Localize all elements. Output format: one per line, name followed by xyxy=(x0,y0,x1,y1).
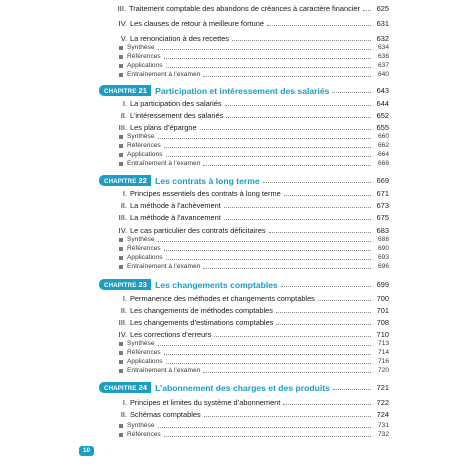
toc-section-entry[interactable] xyxy=(116,305,389,316)
leader-dots xyxy=(203,76,371,77)
page-ref: 636 xyxy=(377,53,389,60)
page-ref: 699 xyxy=(376,280,389,289)
section-title: Traitement comptable des abandons de créances à caractère financier xyxy=(128,4,360,13)
leader-dots xyxy=(158,49,372,50)
page-number-badge: 10 xyxy=(79,446,94,456)
chapter-number: 23 xyxy=(138,280,148,289)
leader-dots xyxy=(203,372,371,373)
subentry-title: Synthèse xyxy=(127,340,155,347)
chapter-title: L’abonnement des charges et des produits xyxy=(155,382,330,393)
toc-section-entry[interactable] xyxy=(116,110,389,121)
page-ref: 644 xyxy=(376,99,389,108)
leader-dots xyxy=(276,324,371,325)
toc-section-entry[interactable] xyxy=(116,188,389,199)
leader-dots xyxy=(166,156,371,157)
subentry-title: Applications xyxy=(127,254,163,261)
page-ref: 714 xyxy=(377,349,389,356)
square-bullet-icon xyxy=(119,351,123,355)
chapter-badge xyxy=(99,279,151,290)
square-bullet-icon xyxy=(119,55,123,59)
section-numeral: V. xyxy=(120,34,127,43)
subentry-title: Applications xyxy=(127,62,163,69)
chapter-badge xyxy=(99,175,151,186)
chapter-label: CHAPITRE xyxy=(104,282,137,289)
square-bullet-icon xyxy=(119,265,123,269)
leader-dots xyxy=(263,182,371,183)
chapter-badge xyxy=(99,382,151,393)
subentry-title: Références xyxy=(127,142,161,149)
page-ref: 724 xyxy=(376,410,389,419)
page-ref: 655 xyxy=(376,123,389,132)
page-ref: 625 xyxy=(376,4,389,13)
leader-dots xyxy=(283,404,371,405)
leader-dots xyxy=(204,416,371,417)
subentry-title: Applications xyxy=(127,151,163,158)
square-bullet-icon xyxy=(119,342,123,346)
section-title: Les changements d’estimations comptables xyxy=(130,318,274,327)
square-bullet-icon xyxy=(119,238,123,242)
subentry-title: Références xyxy=(127,431,161,438)
section-numeral: IV. xyxy=(118,226,127,235)
page-ref: 688 xyxy=(377,236,389,243)
square-bullet-icon xyxy=(119,46,123,50)
section-title: La méthode à l’avancement xyxy=(130,213,221,222)
toc-section-entry[interactable] xyxy=(116,317,389,328)
toc-subentry[interactable] xyxy=(119,69,389,80)
page-ref: 696 xyxy=(377,263,389,270)
chapter-title: Les contrats à long terme xyxy=(155,175,260,186)
toc-subentry[interactable] xyxy=(119,365,389,376)
leader-dots xyxy=(226,117,371,118)
page-ref: 713 xyxy=(377,340,389,347)
subentry-title: Références xyxy=(127,245,161,252)
chapter-title: Participation et intéressement des salariés xyxy=(155,85,330,96)
section-numeral: III. xyxy=(118,213,127,222)
section-numeral: III. xyxy=(117,4,126,13)
leader-dots xyxy=(164,58,371,59)
square-bullet-icon xyxy=(119,247,123,251)
square-bullet-icon xyxy=(119,433,123,437)
leader-dots xyxy=(200,129,371,130)
page-ref: 669 xyxy=(376,176,389,185)
leader-dots xyxy=(224,207,371,208)
page-ref: 652 xyxy=(376,111,389,120)
section-title: Les changements de méthodes comptables xyxy=(130,306,273,315)
chapter-label: CHAPITRE xyxy=(104,88,137,95)
square-bullet-icon xyxy=(119,144,123,148)
leader-dots xyxy=(214,336,371,337)
page-ref: 708 xyxy=(376,318,389,327)
leader-dots xyxy=(164,250,371,251)
leader-dots xyxy=(158,345,372,346)
leader-dots xyxy=(164,436,371,437)
leader-dots xyxy=(166,363,371,364)
subentry-title: Synthèse xyxy=(127,236,155,243)
page-ref: 662 xyxy=(377,142,389,149)
page-ref: 720 xyxy=(377,367,389,374)
section-title: Schémas comptables xyxy=(130,410,201,419)
leader-dots xyxy=(224,219,371,220)
square-bullet-icon xyxy=(119,360,123,364)
section-title: La participation des salariés xyxy=(130,99,222,108)
page-ref: 693 xyxy=(377,254,389,261)
subentry-title: Entraînement à l’examen xyxy=(127,367,201,374)
subentry-title: Entraînement à l’examen xyxy=(127,71,201,78)
page-ref: 673 xyxy=(376,201,389,210)
page-ref: 700 xyxy=(376,294,389,303)
leader-dots xyxy=(166,67,371,68)
page-ref: 637 xyxy=(377,62,389,69)
square-bullet-icon xyxy=(119,153,123,157)
leader-dots xyxy=(333,389,371,390)
section-title: Les clauses de retour à meilleure fortune xyxy=(130,19,264,28)
toc-subentry[interactable] xyxy=(119,429,389,440)
subentry-title: Références xyxy=(127,53,161,60)
page-ref: 722 xyxy=(376,398,389,407)
section-title: Les plans d’épargne xyxy=(130,123,197,132)
section-numeral: III. xyxy=(118,123,127,132)
toc-subentry[interactable] xyxy=(119,158,389,169)
leader-dots xyxy=(269,232,371,233)
section-title: L’intéressement des salariés xyxy=(130,111,224,120)
toc-section-entry[interactable] xyxy=(116,3,389,14)
toc-section-entry[interactable] xyxy=(116,409,389,420)
leader-dots xyxy=(284,195,371,196)
chapter-number: 24 xyxy=(138,383,148,392)
section-title: Permanence des méthodes et changements comptables xyxy=(130,294,315,303)
chapter-badge xyxy=(99,85,151,96)
square-bullet-icon xyxy=(119,256,123,260)
section-numeral: I. xyxy=(122,189,127,198)
leader-dots xyxy=(164,354,371,355)
subentry-title: Synthèse xyxy=(127,133,155,140)
square-bullet-icon xyxy=(119,135,123,139)
page-ref: 683 xyxy=(376,226,389,235)
section-title: Principes essentiels des contrats à long terme xyxy=(130,189,281,198)
subentry-title: Références xyxy=(127,349,161,356)
leader-dots xyxy=(232,40,371,41)
page-ref: 701 xyxy=(376,306,389,315)
subentry-title: Synthèse xyxy=(127,422,155,429)
page-ref: 643 xyxy=(376,86,389,95)
section-title: La méthode à l’achèvement xyxy=(130,201,221,210)
leader-dots xyxy=(276,312,371,313)
subentry-title: Synthèse xyxy=(127,44,155,51)
leader-dots xyxy=(158,138,372,139)
toc-section-entry[interactable] xyxy=(116,98,389,109)
page-ref: 710 xyxy=(376,330,389,339)
section-numeral: II. xyxy=(120,201,127,210)
leader-dots xyxy=(363,10,371,11)
section-title: Principes et limites du système d’abonnement xyxy=(130,398,281,407)
chapter-heading[interactable] xyxy=(99,84,389,97)
leader-dots xyxy=(203,268,371,269)
page-ref: 631 xyxy=(376,19,389,28)
page-ref: 660 xyxy=(377,133,389,140)
leader-dots xyxy=(267,25,371,26)
chapter-label: CHAPITRE xyxy=(104,178,137,185)
section-numeral: IV. xyxy=(118,19,127,28)
page-ref: 668 xyxy=(377,160,389,167)
chapter-number: 21 xyxy=(138,86,148,95)
leader-dots xyxy=(203,165,371,166)
square-bullet-icon xyxy=(119,424,123,428)
toc-section-entry[interactable] xyxy=(116,212,389,223)
toc-subentry[interactable] xyxy=(119,261,389,272)
square-bullet-icon xyxy=(119,73,123,77)
section-numeral: IV. xyxy=(118,330,127,339)
leader-dots xyxy=(164,147,371,148)
leader-dots xyxy=(281,286,371,287)
page-ref: 664 xyxy=(377,151,389,158)
subentry-title: Applications xyxy=(127,358,163,365)
chapter-heading[interactable] xyxy=(99,381,389,394)
section-numeral: II. xyxy=(120,111,127,120)
section-numeral: II. xyxy=(120,306,127,315)
page-ref: 731 xyxy=(377,422,389,429)
page-ref: 671 xyxy=(376,189,389,198)
subentry-title: Entraînement à l’examen xyxy=(127,160,201,167)
toc-section-entry[interactable] xyxy=(116,397,389,408)
section-title: La renonciation à des recettes xyxy=(130,34,230,43)
section-numeral: II. xyxy=(120,410,127,419)
leader-dots xyxy=(225,105,371,106)
page-ref: 675 xyxy=(376,213,389,222)
chapter-heading[interactable] xyxy=(99,174,389,187)
page-ref: 716 xyxy=(377,358,389,365)
section-numeral: I. xyxy=(122,99,127,108)
subentry-title: Entraînement à l’examen xyxy=(127,263,201,270)
square-bullet-icon xyxy=(119,162,123,166)
section-title: Les corrections d’erreurs xyxy=(130,330,212,339)
leader-dots xyxy=(332,92,371,93)
leader-dots xyxy=(166,259,371,260)
toc-section-entry[interactable] xyxy=(116,200,389,211)
section-numeral: I. xyxy=(122,294,127,303)
chapter-heading[interactable] xyxy=(99,278,389,291)
page-ref: 721 xyxy=(376,383,389,392)
leader-dots xyxy=(158,241,372,242)
toc-section-entry[interactable] xyxy=(116,18,389,29)
page-ref: 634 xyxy=(377,44,389,51)
square-bullet-icon xyxy=(119,64,123,68)
section-numeral: III. xyxy=(118,318,127,327)
chapter-label: CHAPITRE xyxy=(104,385,137,392)
leader-dots xyxy=(318,300,371,301)
chapter-number: 22 xyxy=(138,176,148,185)
toc-section-entry[interactable] xyxy=(116,293,389,304)
leader-dots xyxy=(158,427,372,428)
square-bullet-icon xyxy=(119,369,123,373)
section-numeral: I. xyxy=(122,398,127,407)
page-ref: 632 xyxy=(376,34,389,43)
page-ref: 690 xyxy=(377,245,389,252)
section-title: Le cas particulier des contrats déficitaires xyxy=(130,226,266,235)
chapter-title: Les changements comptables xyxy=(155,279,278,290)
page-ref: 640 xyxy=(377,71,389,78)
page-ref: 732 xyxy=(377,431,389,438)
